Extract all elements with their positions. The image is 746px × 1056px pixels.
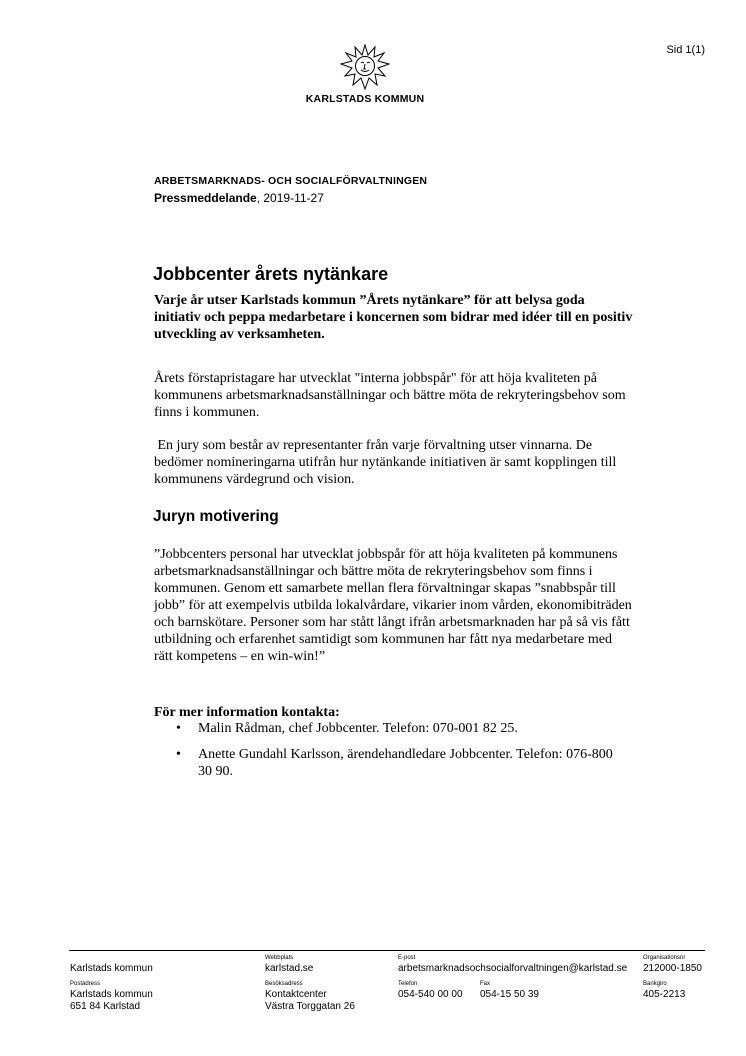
press-release-line [154, 191, 324, 205]
footer-fax-value: 054-15 50 39 [480, 989, 539, 1000]
footer-postal-label: Postadress [70, 981, 101, 987]
page-number: Sid 1(1) [666, 44, 705, 56]
footer-web-label: Webbplats [265, 955, 294, 961]
article-title: Jobbcenter årets nytänkare [153, 264, 389, 284]
footer-visit-label: Besöksadress [265, 981, 303, 987]
article-paragraph: En jury som består av representanter från varje förvaltning utser vinnarna. De bedömer nomineringarna utifrån hur nytänkande initiativen är samt kopplingen till kommunens värdegrund och vision. [154, 438, 620, 487]
footer-web-link[interactable]: karlstad.se [265, 963, 314, 974]
list-item [176, 720, 616, 737]
bullet: • [176, 721, 181, 736]
footer-divider [69, 950, 705, 951]
article-paragraph: Årets förstapristagare har utvecklat "interna jobbspår" för att höja kvaliteten på kommunens arbetsmarknadsanställningar och bättre möta de rekryteringsbehov som finns i kommunen. [154, 371, 626, 420]
org-name: KARLSTADS KOMMUN [305, 93, 425, 105]
contact-heading: För mer information kontakta: [154, 705, 340, 720]
press-release-date: , 2019-11-27 [256, 191, 324, 205]
contact-list [176, 720, 616, 789]
footer-phone-label: Telefon [398, 981, 418, 987]
footer-org-name: Karlstads kommun [70, 963, 153, 974]
footer-visit-line: Västra Torggatan 26 [265, 1001, 355, 1012]
jury-quote: ”Jobbcenters personal har utvecklat jobbspår för att höja kvaliteten på kommunens arbetsmarknadsanställningar och bättre möta de rekryteringsbehov som finns i kommunen. Genom ett samarbete mellan flera förvaltningar skapas ”snabbspår till jobb” för att exempelvis utbilda lokalvårdare, vikarier inom vården, ekonomibiträden och barnskötare. Personer som har stått långt ifrån arbetsmarknaden har på så vis fått utbildning och erfarenhet samtidigt som kommunen har fått nya medarbetare med rätt kompetens – en win-win!” [154, 547, 632, 664]
article-lead: Varje år utser Karlstads kommun ”Årets nytänkare” för att belysa goda initiativ och peppa medarbetare i koncernen som bidrar med idéer till en positiv utveckling av verksamheten. [154, 293, 633, 342]
footer-bankgiro-label: Bankgiro [643, 981, 667, 987]
sun-face-icon [340, 44, 390, 90]
footer-phone-value: 054-540 00 00 [398, 989, 463, 1000]
press-release-type: Pressmeddelande [154, 191, 257, 205]
list-item [176, 746, 616, 780]
footer-email-link[interactable]: arbetsmarknadsochsocialforvaltningen@karlstad.se [398, 963, 628, 974]
contact-text: Anette Gundahl Karlsson, ärendehandledare Jobbcenter. Telefon: 076-800 30 90. [198, 747, 613, 779]
contact-text: Malin Rådman, chef Jobbcenter. Telefon: 070-001 82 25. [198, 721, 518, 736]
department-name: ARBETSMARKNADS- OCH SOCIALFÖRVALTNINGEN [154, 175, 428, 187]
footer-bankgiro-value: 405-2213 [643, 989, 686, 1000]
footer-orgnr-label: Organisationsnr [643, 955, 686, 961]
footer-orgnr-value: 212000-1850 [643, 963, 702, 974]
section-heading: Juryn motivering [153, 508, 279, 525]
footer-fax-label: Fax [480, 981, 491, 987]
footer-postal-line: 651 84 Karlstad [70, 1001, 141, 1012]
bullet: • [176, 747, 181, 762]
footer-postal-line: Karlstads kommun [70, 989, 153, 1000]
footer-visit-line: Kontaktcenter [265, 989, 327, 1000]
footer-email-label: E-post [398, 955, 416, 961]
